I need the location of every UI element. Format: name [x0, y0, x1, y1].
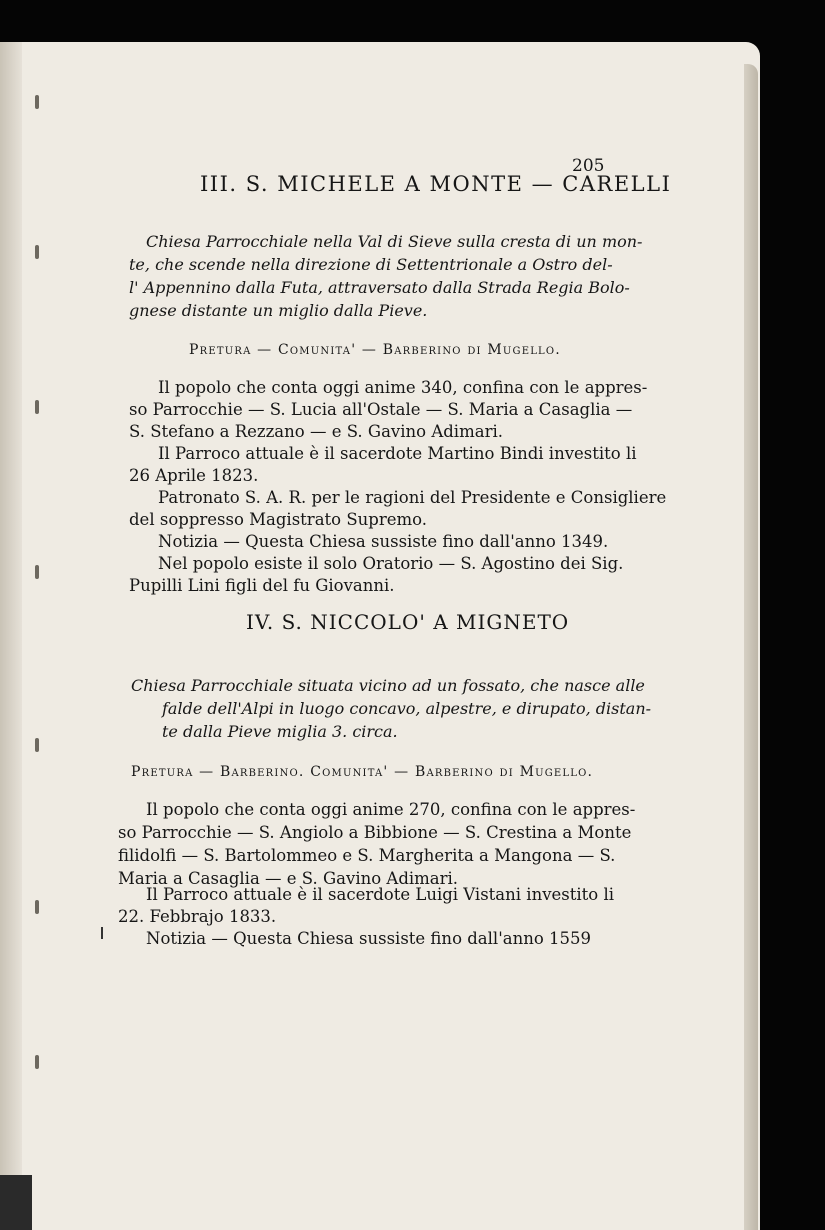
body-line: del soppresso Magistrato Supremo. — [129, 510, 428, 529]
page-number: 205 — [572, 156, 605, 176]
body-line: Il Parroco attuale è il sacerdote Luigi Vistani investito li — [146, 885, 615, 904]
binding-stitch — [35, 738, 39, 752]
body-line: 22. Febbrajo 1833. — [118, 907, 277, 926]
body-line: Notizia — Questa Chiesa sussiste fino dall'anno 1559 — [146, 929, 591, 948]
binding-stitch — [35, 400, 39, 414]
body-line: Patronato S. A. R. per le ragioni del Presidente e Consigliere — [158, 488, 667, 507]
section-title-1: III. S. MICHELE A MONTE — CARELLI — [200, 172, 672, 196]
binding-stitch — [35, 245, 39, 259]
body-line: Il popolo che conta oggi anime 270, confina con le appres- — [146, 800, 636, 819]
description-line: Chiesa Parrocchiale nella Val di Sieve sulla cresta di un mon- — [146, 232, 643, 251]
description-line: te dalla Pieve miglia 3. circa. — [162, 722, 398, 741]
pretura-line: Pretura — Comunita' — Barberino di Mugello. — [189, 342, 561, 358]
binding-stitch — [35, 1055, 39, 1069]
body-line: 26 Aprile 1823. — [129, 466, 259, 485]
body-line: Il popolo che conta oggi anime 340, confina con le appres- — [158, 378, 648, 397]
binding-stitch — [35, 95, 39, 109]
book-cover-corner — [0, 1175, 32, 1230]
body-line: Pupilli Lini figli del fu Giovanni. — [129, 576, 395, 595]
body-line: Nel popolo esiste il solo Oratorio — S. Agostino dei Sig. — [158, 554, 624, 573]
body-line: Il Parroco attuale è il sacerdote Martino Bindi investito li — [158, 444, 637, 463]
binding-gutter — [0, 42, 22, 1230]
binding-stitch — [35, 900, 39, 914]
description-line: l' Appennino dalla Futa, attraversato dalla Strada Regia Bolo- — [129, 278, 630, 297]
margin-mark — [101, 927, 103, 939]
body-line: so Parrocchie — S. Lucia all'Ostale — S. Maria a Casaglia — — [129, 400, 633, 419]
section-title-2: IV. S. NICCOLO' A MIGNETO — [246, 610, 570, 634]
description-line: te, che scende nella direzione di Settentrionale a Ostro del- — [129, 255, 613, 274]
body-line: filidolfi — S. Bartolommeo e S. Margherita a Mangona — S. — [118, 846, 616, 865]
description-line: Chiesa Parrocchiale situata vicino ad un fossato, che nasce alle — [131, 676, 645, 695]
body-line: so Parrocchie — S. Angiolo a Bibbione — S. Crestina a Monte — [118, 823, 632, 842]
description-line: gnese distante un miglio dalla Pieve. — [129, 301, 428, 320]
book-page — [0, 42, 760, 1230]
pretura-line: Pretura — Barberino. Comunita' — Barberino di Mugello. — [131, 764, 594, 780]
body-line: Maria a Casaglia — e S. Gavino Adimari. — [118, 869, 459, 888]
page-edge — [744, 64, 758, 1230]
description-line: falde dell'Alpi in luogo concavo, alpestre, e dirupato, distan- — [162, 699, 652, 718]
body-line: S. Stefano a Rezzano — e S. Gavino Adimari. — [129, 422, 503, 441]
body-line: Notizia — Questa Chiesa sussiste fino dall'anno 1349. — [158, 532, 609, 551]
binding-stitch — [35, 565, 39, 579]
